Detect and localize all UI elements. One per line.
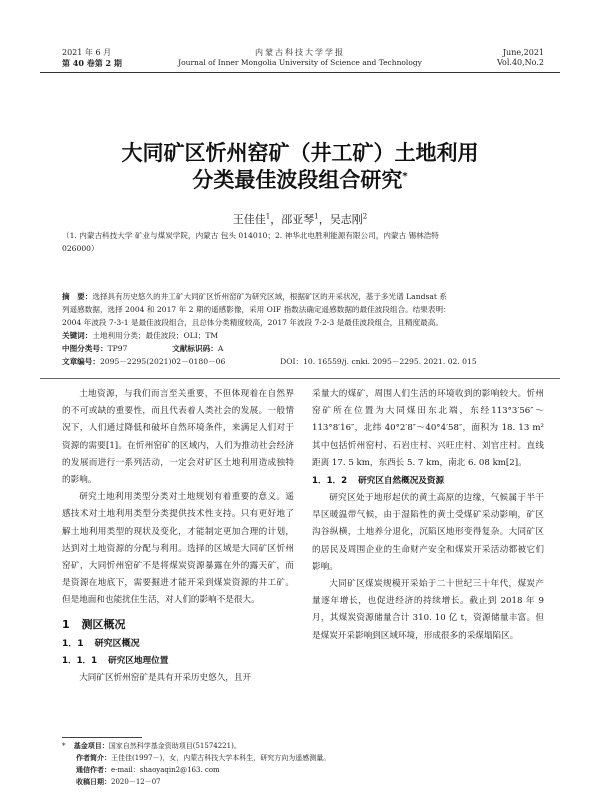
header-volume: 第 40 卷第 2 期: [62, 58, 122, 68]
cls-label: 中图分类号：: [62, 344, 108, 353]
header-volume-en: Vol.40,No.2: [497, 58, 544, 67]
abstract-text: 选择具有历史悠久的井工矿大同矿区忻州窑矿为研究区域，根据矿区的开采状况，基于多光谱 Landsat 系: [92, 292, 447, 301]
header-center: [170, 48, 430, 68]
footnote-rule: [62, 737, 142, 738]
journal-name-cn: 内蒙古科技大学学报: [255, 48, 345, 57]
doc-code-text: A: [217, 344, 224, 353]
body-paragraph: 研究区处于地形起伏的黄土高原的边缘，气候属于半干旱区暖温带气候，由于湿陷性的黄土受煤矿采动影响，矿区沟谷纵横，土地养分退化，沉陷区地形变得复杂。大同矿区的居民及周围企业的生命财产安全和煤炭开采活动都被它们影响。: [312, 493, 544, 572]
right-column: [312, 386, 544, 645]
section-title: 研究区概况: [94, 638, 140, 649]
bio-line: [62, 752, 542, 764]
section-title: 测区概况: [81, 617, 126, 631]
author-sup: 2: [362, 212, 368, 221]
article-id-line: [62, 355, 562, 368]
footnote-star: *: [62, 742, 66, 750]
journal-name-en: Journal of Inner Mongolia University of Science and Technology: [178, 58, 422, 67]
author-list: [40, 211, 560, 227]
keywords-text: 土地利用分类；最佳波段；OLI；TM: [92, 331, 219, 340]
author-name: 吴志刚: [329, 213, 363, 226]
abstract-rule: [40, 378, 560, 379]
cls-text: TP97: [107, 344, 128, 353]
section-title: 研究区地理位置: [108, 655, 169, 666]
title-line-2-text: 分类最佳波段组合研究: [192, 168, 403, 192]
abstract-block: [62, 290, 562, 368]
author-sup: 1: [265, 212, 271, 221]
abstract-line-3: 2004 年波段 7-3-1 是最佳波段组合，且总体分类精度较高，2017 年波段 7-2-3 是最佳波段组合，且精度最高。: [62, 318, 443, 327]
footnote-block: [62, 740, 542, 788]
affiliations: [62, 229, 562, 255]
email-line: [62, 764, 542, 776]
section-title: 研究区自然概况及资源: [358, 476, 445, 487]
section-number: 1．1: [62, 638, 84, 649]
section-heading-1-1-1: [62, 653, 294, 670]
body-paragraph: 土地资源，与我们而言至关重要，不但体现着在自然界的不可或缺的重要性，而且代表着人类社会的发展。一般情况下，人们通过降低和破坏自然环境条件，来满足人们对于资源的需要[1]。在忻州窑矿的区域内，人们为推动社会经济的发展而进行一系列活动，一定会对矿区土地利用造成独特的影响。: [62, 389, 294, 486]
fund-line: [62, 740, 542, 752]
section-number: 1．1．2: [312, 476, 348, 487]
received-text: 2020－12－07: [111, 778, 161, 786]
doi-label: DOI：: [280, 357, 304, 366]
bio-label: 作者简介：: [76, 754, 111, 762]
fund-text: 国家自然科学基金资助项目(51574221)。: [108, 742, 241, 750]
abstract-label: 摘 要：: [62, 292, 93, 301]
email-label: 通信作者：: [76, 766, 111, 774]
article-number-text: 2095－2295(2021)02－0180－06: [99, 357, 226, 366]
left-column: [62, 386, 294, 687]
email-text: e-mail：shaoyaqin2@163. com: [111, 766, 220, 774]
body-paragraph: 大同矿区煤炭规模开采始于二十世纪三十年代，煤炭产量逐年增长，也促进经济的持续增长。截止到 2018 年 9 月，其煤炭资源储量合计 310. 10 亿 t，资源储量丰富。但是煤炭开采影响到区域环境，形成很多的采煤塌陷区。: [312, 579, 544, 641]
section-number: 1．1．1: [62, 655, 98, 666]
header-left: [62, 48, 122, 68]
author-sep: ，: [318, 213, 330, 226]
body-paragraph: 大同矿区忻州窑矿是具有开采历史悠久，且开: [79, 672, 252, 683]
header-right: [497, 48, 544, 68]
header-rule: [40, 72, 560, 73]
classification-line: [62, 342, 562, 355]
affiliation-line-2: 026000）: [62, 244, 99, 253]
doi-text: 10. 16559/j. cnki. 2095－2295. 2021. 02. 015: [303, 357, 477, 366]
author-sup: 1: [314, 212, 319, 221]
title-line-2: [40, 165, 560, 192]
body-paragraph: 研究土地利用类型分类对土地规划有着重要的意义。遥感技术对土地利用类型分类提供技术性支持。只有更好地了解土地利用类型的现状及变化，才能制定更加合理的计划，达到对土地资源的分配与利用。选择的区域是大同矿区忻州窑矿，大同忻州窑矿不是将煤炭资源暴露在外的露天矿，而是资源在地底下，需要掘进才能开采到煤炭资源的井工矿。但是地面和也能扰住生活，对人们的影响不是很大。: [62, 492, 294, 606]
title-line-1: 大同矿区忻州窑矿（井工矿）土地利用: [121, 141, 479, 165]
body-paragraph: 采量大的煤矿，周围人们生活的环境收到的影响较大。忻州窑矿所在位置为大同煤田东北端，东经113°3′56″～113°8′16″，北纬 40°2′8″～40°4′58″，面积为 18. 13 m² 其中包括忻州窑村、石岩庄村、兴旺庄村、刘官庄村。直线距离 17. 5 km，东西长 5. 7 km，南北 6. 08 km[2]。: [312, 389, 544, 468]
article-number-label: 文章编号：: [62, 357, 100, 366]
bio-text: 王佳佳(1997－)，女，内蒙古科技大学本科生，研究方向为遥感测量。: [111, 754, 331, 762]
section-heading-1: [62, 615, 294, 635]
section-number: 1: [62, 617, 70, 631]
section-heading-1-1-2: [312, 472, 544, 490]
paper-title: [40, 141, 560, 192]
abstract-line-2: 列遥感数据，选择 2004 和 2017 年 2 期的遥感影像，采用 OIF 指数法确定遥感数据的最佳波段组合。结果表明：: [62, 305, 451, 314]
keywords-line: [62, 329, 562, 342]
author-name: 邵亚琴: [281, 213, 315, 226]
affiliation-line-1: （1. 内蒙古科技大学 矿业与煤炭学院，内蒙古 包头 014010；2. 神华北电胜利能源有限公司，内蒙古 锡林浩特: [62, 231, 439, 240]
received-line: [62, 776, 542, 788]
author-name: 王佳佳: [232, 213, 266, 226]
author-sep: ，: [270, 213, 282, 226]
abstract-line-1: [62, 290, 562, 303]
fund-label: 基金项目：: [73, 742, 109, 750]
title-star: *: [402, 171, 408, 182]
doc-code-label: 文献标识码：: [172, 344, 218, 353]
section-heading-1-1: [62, 635, 294, 653]
received-label: 收稿日期：: [76, 778, 111, 786]
header-date-en: June,2021: [502, 48, 544, 57]
keywords-label: 关键词：: [62, 331, 93, 340]
header-date: 2021 年 6 月: [62, 48, 112, 57]
